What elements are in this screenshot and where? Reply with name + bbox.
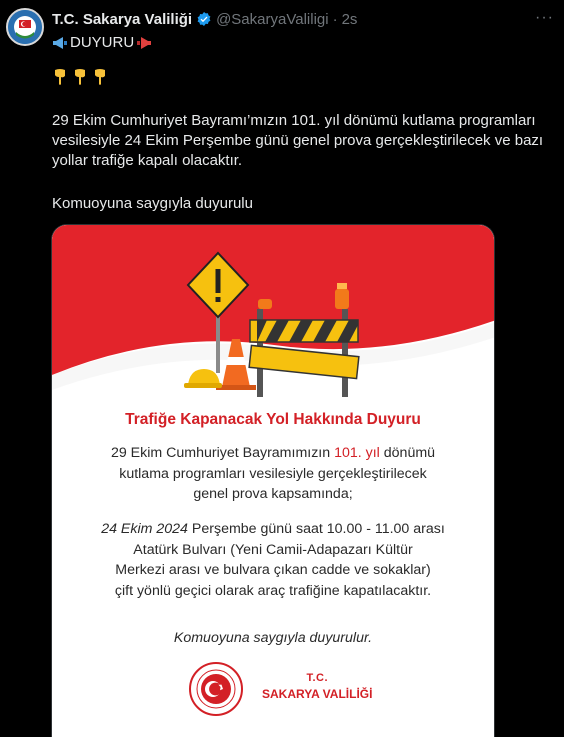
pointing-down-emojis [52,68,108,86]
card-title: Trafiğe Kapanacak Yol Hakkında Duyuru [125,411,421,428]
card-p1-line-3: genel prova kapsamında; [193,486,353,502]
more-options-icon[interactable]: ··· [535,9,554,26]
pointing-down-icon [52,68,68,86]
card-p2-line-2: Atatürk Bulvarı (Yeni Camii-Adapazarı Kültür [133,541,413,558]
governorship-signature [262,670,372,702]
card-paragraph-1 [52,443,494,505]
card-p1-text-b: dönümü [379,445,436,461]
card-p2-line-4: çift yönlü geçici olarak araç trafiğine kapatılacaktır. [114,582,432,599]
avatar[interactable] [6,8,44,46]
megaphone-red-icon [134,36,152,50]
announce-line [52,33,152,53]
card-p1-text-a: 29 Ekim Cumhuriyet Bayramımızın [110,445,335,461]
card-p2-line-3: Merkezi arası ve bulvara çıkan cadde ve sokaklar) [115,562,431,578]
card-p1-line-2: kutlama programları vesilesiyle gerçekleştirilecek [119,465,427,482]
card-p2-text-a: Perşembe günü saat 10.00 - 11.00 arası [187,521,445,537]
card-p1-highlight: 101. yıl [334,445,380,461]
pointing-down-icon [92,68,108,86]
pointing-down-icon [72,68,88,86]
tweet-closing: Komuoyuna saygıyla duyurulu [52,195,253,212]
tweet-header [52,9,554,29]
handle[interactable]: @SakaryaValiligi [216,10,329,28]
card-p2-date: 24 Ekim 2024 [101,521,188,537]
tweet-text: 29 Ekim Cumhuriyet Bayramı’mızın 101. yıl dönümü kutlama programları vesilesiyle 24 Ekim Perşembe günü genel prova gerçekleştirilecek ve bazı yollar trafiğe kapalı olacaktır. [52,112,544,169]
governorship-seal-icon [189,662,243,716]
announcement-image[interactable] [51,224,495,737]
display-name[interactable]: T.C. Sakarya Valiliği [52,10,193,28]
card-paragraph-2 [52,519,494,601]
signature-line-1: T.C. [306,672,329,684]
announce-label: DUYURU [70,34,135,51]
signature-line-2: SAKARYA VALİLİĞİ [262,687,373,701]
card-closing: Komuoyuna saygıyla duyurulur. [173,630,373,646]
separator-dot: · [332,10,338,28]
verified-badge-icon [196,11,212,27]
timestamp[interactable]: 2s [341,10,358,28]
megaphone-blue-icon [52,36,70,50]
